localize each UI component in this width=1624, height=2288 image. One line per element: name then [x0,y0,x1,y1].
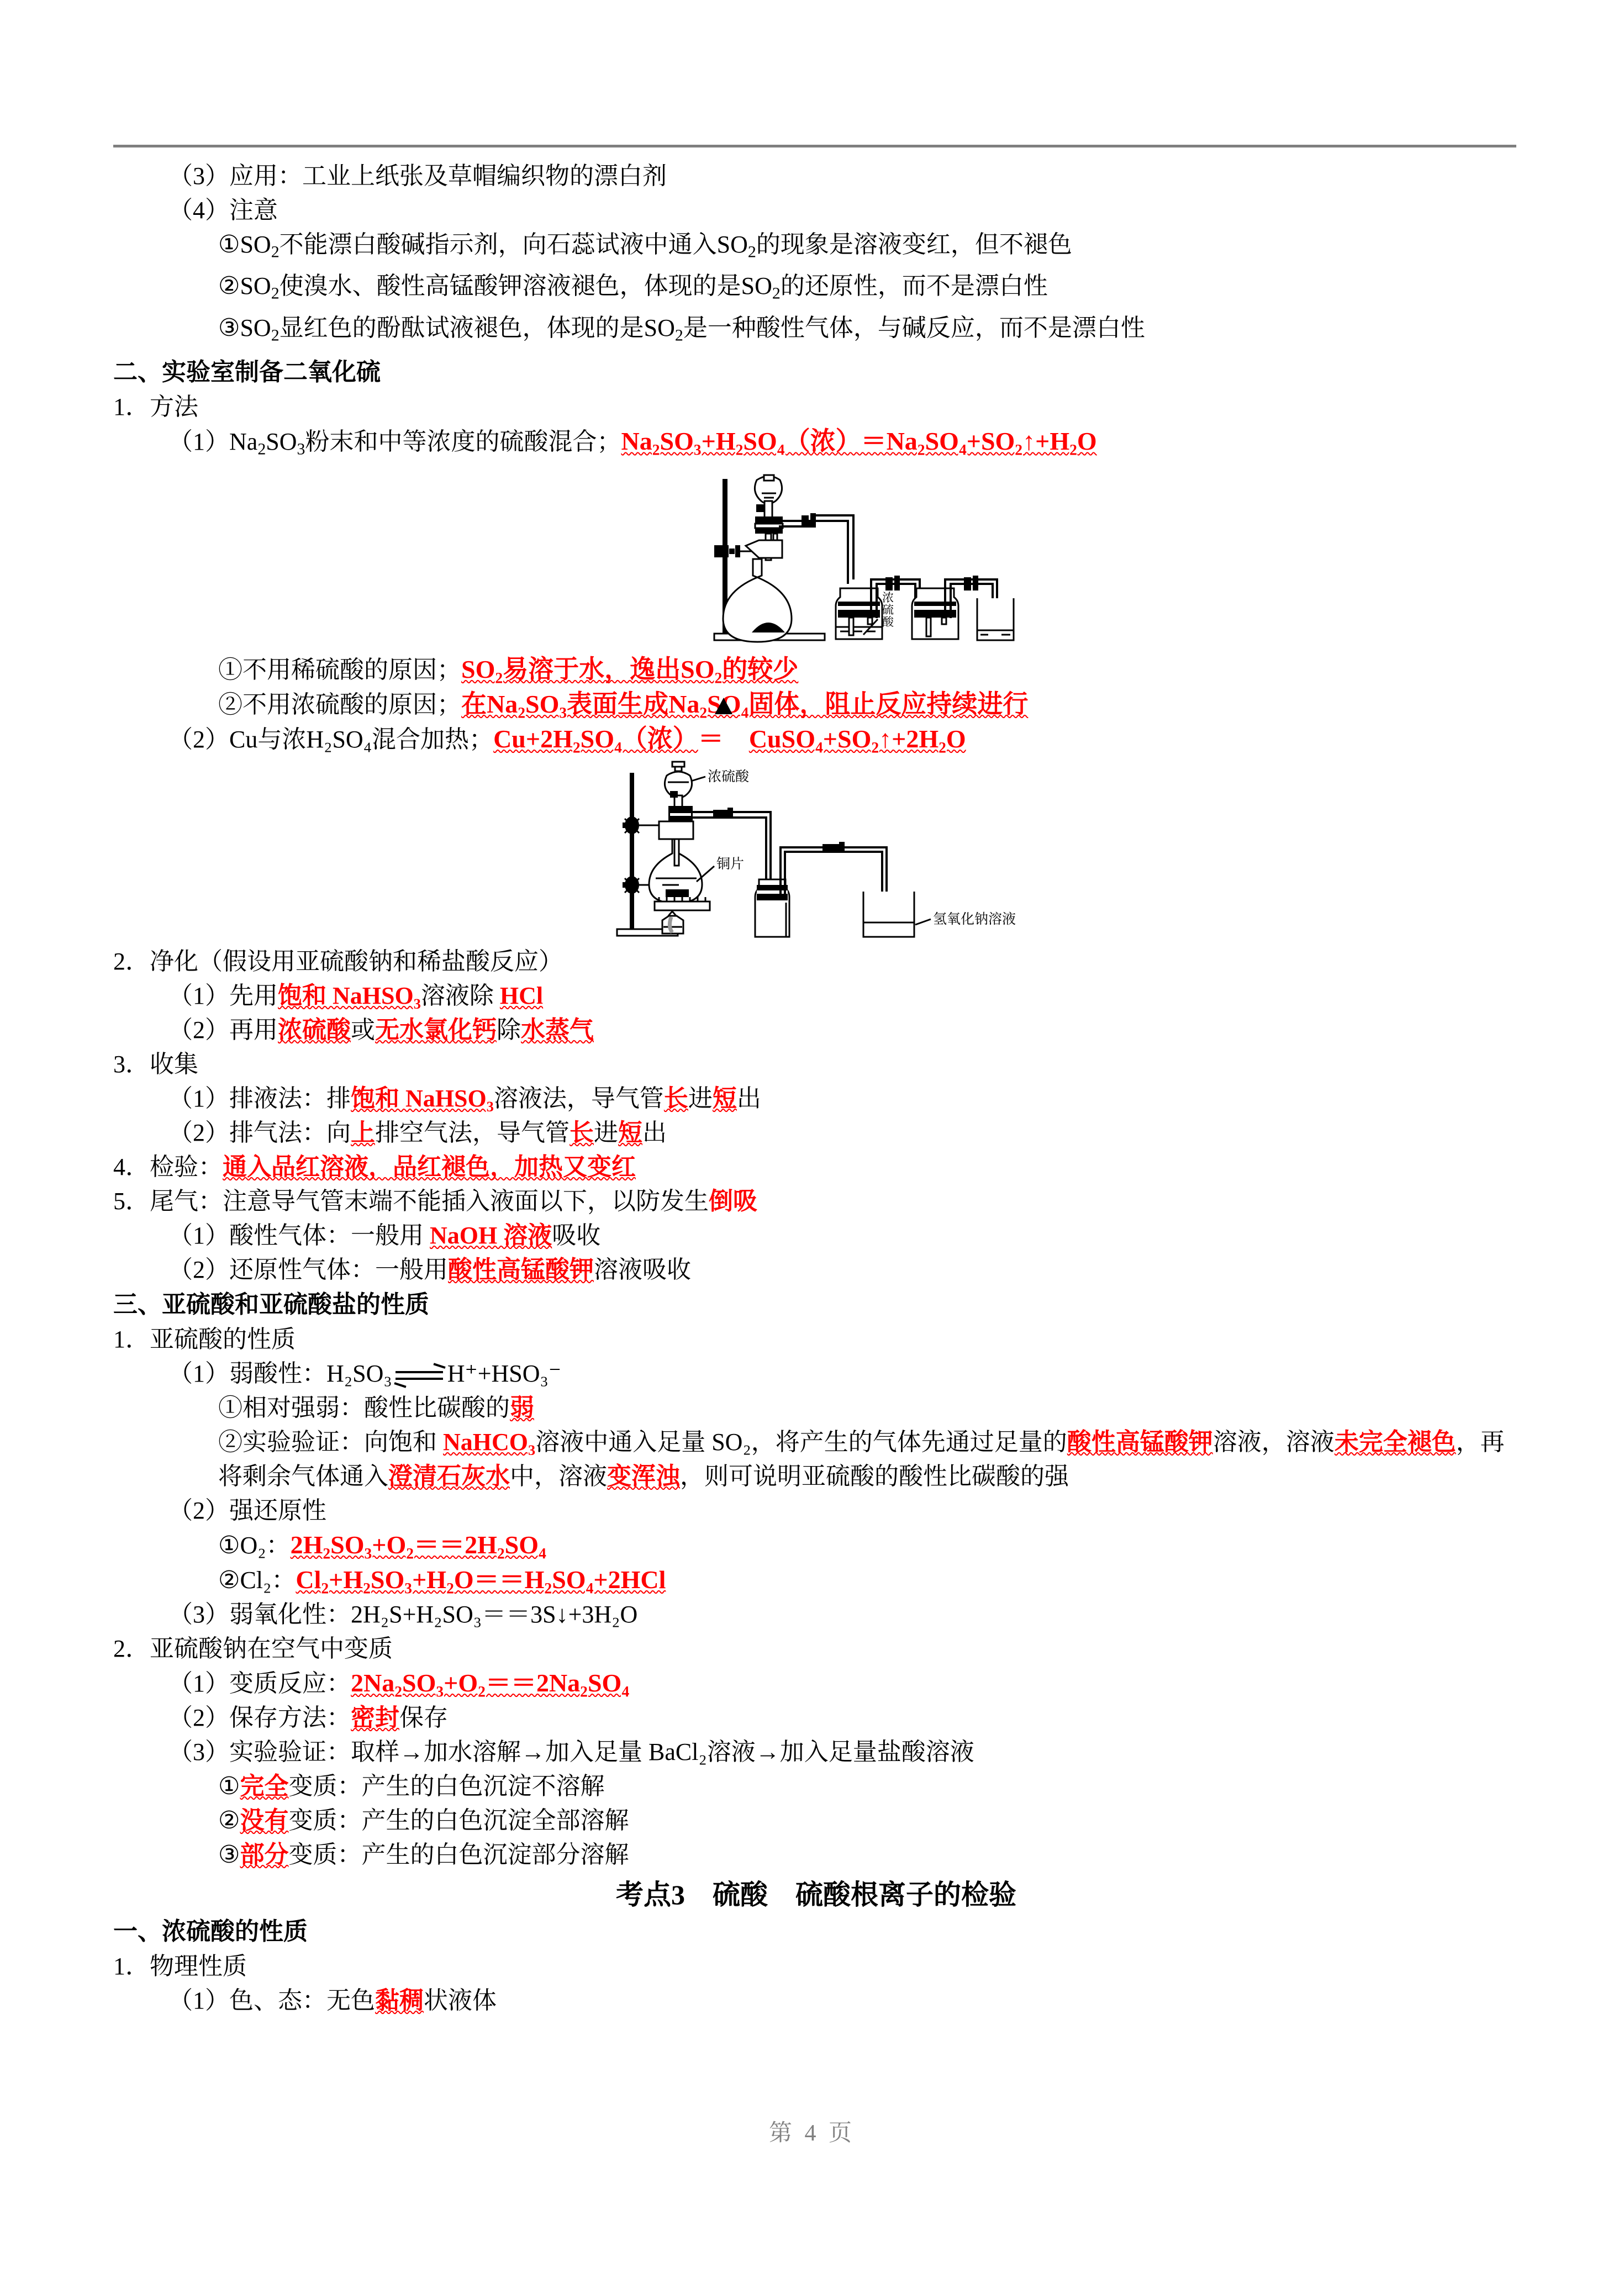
storage-pre: （2）保存方法： [168,1704,351,1731]
collect-2-red2: 长 [570,1119,594,1146]
item-4-pre: 4．检验： [113,1153,223,1180]
notice-2-mid: 使溴水、酸性高锰酸钾溶液褪色，体现的是SO [279,272,772,300]
reducing-o2 [113,1528,1519,1563]
exp-p3: 溶液，溶液 [1212,1428,1335,1456]
purify-1 [113,979,1519,1013]
section-2-item-1 [113,390,1519,424]
section-3-item-2-text: 2．亚硫酸钠在空气中变质 [113,1635,393,1662]
reducing-o2-eq: 2H₂SO₃+O₂＝＝2H₂SO₄ [290,1530,546,1559]
kaodian-3-item-1-text: 1．物理性质 [113,1952,247,1980]
apparatus-2-svg [588,759,1030,941]
purify-2-red1: 浓硫酸 [278,1016,351,1043]
kaodian-3-heading [113,1914,1519,1949]
item-5-pre: 5．尾气：注意导气管末端不能插入液面以下，以防发生 [113,1187,709,1215]
kaodian-3-title-text: 考点3 硫酸 硫酸根离子的检验 [616,1879,1016,1910]
collect-1-mid: 溶液法，导气管 [493,1084,664,1112]
reducing-label [113,1494,1519,1528]
section-2-item-2-text: 2．净化（假设用亚硫酸钠和稀盐酸反应） [113,947,563,975]
tail-2-end: 溶液吸收 [594,1256,691,1283]
collect-2-red1: 上 [351,1119,375,1146]
method-2-line [113,722,1519,757]
line-notice [113,193,1519,228]
storage-end: 保存 [399,1704,448,1731]
exp-red5: 变浑浊 [607,1462,680,1490]
weak-acid-sub-1-red: 弱 [510,1394,534,1421]
physical-1-red: 黏稠 [375,1986,424,2014]
svg-text:硫: 硫 [882,603,894,616]
verify-1-end: 变质：产生的白色沉淀不溶解 [288,1772,605,1800]
degrade-reaction-pre: （1）变质反应： [168,1669,351,1697]
purify-1-red2: HCl [499,982,544,1009]
kaodian-3-heading-text: 一、浓硫酸的性质 [113,1917,308,1945]
exp-red1: NaHCO₃ [443,1428,536,1456]
method-1-sub2: 3 [297,440,305,458]
collect-2-mid: 排空气法，导气管 [375,1119,570,1146]
note-a-black: ①不用稀硫酸的原因； [218,656,461,683]
storage-red: 密封 [351,1704,399,1731]
item-5-red: 倒吸 [709,1187,757,1215]
svg-text:酸: 酸 [882,615,894,629]
physical-1-end: 状液体 [424,1986,497,2014]
apparatus-figure-1 [644,473,1519,649]
heat-symbol: ＝ [698,722,749,757]
tail-gas-2 [113,1253,1519,1287]
document-body [113,159,1519,2018]
method-2-eq-right: CuSO₄+SO₂↑+2H₂O [748,724,966,753]
weak-acid-line [113,1357,1519,1391]
verify-item-1 [113,1769,1519,1804]
collect-1-pre: （1）排液法：排 [168,1084,351,1112]
section-3-item-1-text: 1．亚硫酸的性质 [113,1325,296,1353]
section-2-item-1-text: 1．方法 [113,393,198,421]
verify-3-end: 变质：产生的白色沉淀部分溶解 [288,1841,629,1868]
collect-2-pre: （2）排气法：向 [168,1119,351,1146]
line-apply [113,159,1519,193]
notice-2-sub2: 2 [772,284,781,303]
notice-3-end: 是一种酸性气体，与碱反应，而不是漂白性 [683,314,1145,341]
verify-text: （3）实验验证：取样→加水溶解→加入足量 BaCl₂溶液→加入足量盐酸溶液 [168,1738,974,1765]
verify-3-num: ③ [218,1841,240,1868]
exp-p6: ，则可说明亚硫酸的酸性比碳酸的强 [680,1462,1069,1490]
method-1-line [113,424,1519,466]
section-3-item-1 [113,1322,1519,1357]
notice-item-3 [113,311,1519,352]
method-2-label: （2）Cu与浓H₂SO₄混合加热； [168,725,494,753]
notice-item-2 [113,269,1519,310]
fig2-label-copper-sheet: 铜片 [716,856,745,872]
weak-acid-sub-1 [113,1391,1519,1425]
notice-2-end: 的还原性，而不是漂白性 [780,272,1048,300]
purify-1-red1: 饱和 NaHSO₃ [278,982,421,1009]
notice-1-end: 的现象是溶液变红，但不褪色 [756,231,1072,258]
weak-oxidizing-text: （3）弱氧化性：2H₂S+H₂SO₃＝＝3S↓+3H₂O [168,1600,638,1628]
verify-1-red: 完全 [240,1772,289,1800]
exp-p2: 溶液中通入足量 SO₂，将产生的气体先通过足量的 [535,1428,1067,1456]
weak-acid-post: H⁺+HSO₃⁻ [447,1359,562,1387]
section-2-item-5 [113,1184,1519,1219]
degrade-reaction [113,1666,1519,1701]
purify-2-mid2: 除 [497,1016,521,1043]
notice-2-sub: 2 [271,284,280,303]
kaodian-3-item-1 [113,1949,1519,1984]
fig2-label-naoh: 氢氧化钠溶液 [933,911,1016,927]
purify-2-mid: 或 [351,1016,375,1043]
physical-prop-1 [113,1984,1519,2018]
note-b-black: ②不用浓硫酸的原因； [218,690,461,718]
physical-1-pre: （1）色、态：无色 [168,1986,375,2014]
header-rule [113,145,1516,147]
notice-3-mid: 显红色的酚酞试液褪色，体现的是SO [279,314,675,341]
method-1-equation: Na₂SO₃+H₂SO₄（浓）＝Na₂SO₄+SO₂↑+H₂O [621,427,1097,456]
tail-1-pre: （1）酸性气体：一般用 [168,1221,430,1249]
verify-1-num: ① [218,1772,240,1800]
kaodian-3-title [113,1875,1519,1914]
section-3-item-2 [113,1632,1519,1666]
collect-1-red2: 长 [663,1084,688,1112]
note-a-red: SO₂易溶于水，逸出SO₂的较少 [461,655,799,683]
reducing-o2-pre: ①O₂： [218,1531,291,1559]
purify-2 [113,1013,1519,1047]
method-1-b: SO [266,428,297,456]
weak-oxidizing [113,1598,1519,1632]
verify-item-2 [113,1804,1519,1838]
tail-gas-1 [113,1219,1519,1253]
exp-p4: ，再将剩余气体通入 [218,1428,1505,1490]
exp-red4: 澄清石灰水 [388,1462,510,1490]
weak-acid-pre: （1）弱酸性：H₂SO₃ [168,1359,392,1387]
exp-p5: 中，溶液 [510,1462,607,1490]
tail-1-red: NaOH 溶液 [430,1221,552,1249]
purify-1-mid: 溶液除 [420,982,500,1009]
notice-1-sub: 2 [271,242,280,261]
note-a [113,652,1519,687]
notice-3-sub: 2 [271,326,280,345]
purify-1-pre: （1）先用 [168,982,278,1009]
weak-acid-sub-2 [113,1425,1519,1494]
method-1-c: 粉末和中等浓度的硫酸混合； [305,428,621,456]
purify-2-red2: 无水氯化钙 [375,1016,497,1043]
exp-red2: 酸性高锰酸钾 [1067,1428,1213,1456]
page-number-text: 第 4 页 [768,2121,855,2146]
collect-1-red1: 饱和 NaHSO₃ [351,1084,494,1112]
notice-2-pre: ②SO [218,272,271,300]
weak-acid-sub-1-pre: ①相对强弱：酸性比碳酸的 [218,1394,510,1421]
purify-2-red3: 水蒸气 [521,1016,594,1043]
apparatus-1-svg [644,473,1030,649]
fig1-label-concentrated-acid: 浓 [882,591,894,604]
exp-p1: ②实验验证：向饱和 [218,1428,443,1456]
apparatus-figure-2 [588,759,1519,941]
collect-1-red3: 短 [712,1084,737,1112]
item-4-red: 通入品红溶液，品红褪色，加热又变红 [223,1153,636,1180]
fig2-label-concentrated-acid: 浓硫酸 [708,768,750,784]
notice-text: （4）注意 [168,197,278,224]
note-b-red: 在Na₂SO₃表面生成Na₂SO₄固体，阻止反应持续进行 [461,689,1029,718]
notice-1-pre: ①SO [218,231,271,258]
verify-2-red: 没有 [240,1806,289,1834]
note-b [113,687,1519,722]
reducing-cl2-pre: ②Cl₂： [218,1566,296,1594]
purify-2-pre: （2）再用 [168,1016,278,1043]
section-2-item-2 [113,945,1519,979]
verify-2-num: ② [218,1806,240,1834]
section-2-item-3-text: 3．收集 [113,1050,198,1078]
notice-3-sub2: 2 [674,326,683,345]
equilibrium-arrow-icon [393,1366,446,1385]
verify-2-end: 变质：产生的白色沉淀全部溶解 [288,1806,629,1834]
method-2-eq-left: Cu+2H₂SO₄（浓） [493,724,698,753]
notice-3-pre: ③SO [218,314,271,341]
collect-2-mid2: 进 [594,1119,618,1146]
verify-3-red: 部分 [240,1841,289,1868]
tail-2-pre: （2）还原性气体：一般用 [168,1256,448,1283]
notice-1-mid: 不能漂白酸碱指示剂，向石蕊试液中通入SO [279,231,748,258]
apply-text: （3）应用：工业上纸张及草帽编织物的漂白剂 [168,162,667,189]
reducing-label-text: （2）强还原性 [168,1496,326,1524]
method-1-a: （1）Na [168,428,258,456]
section-2-item-3 [113,1047,1519,1082]
page-footer [0,2115,1624,2148]
section-2-heading [113,355,1519,390]
exp-red3: 未完全褪色 [1334,1428,1456,1456]
collect-2 [113,1116,1519,1150]
collect-2-red3: 短 [618,1119,642,1146]
tail-1-end: 吸收 [552,1221,601,1249]
verify-line [113,1735,1519,1769]
notice-item-1 [113,228,1519,269]
notice-1-sub2: 2 [747,242,756,261]
reducing-cl2 [113,1563,1519,1598]
degrade-reaction-eq: 2Na₂SO₃+O₂＝＝2Na₂SO₄ [351,1668,630,1697]
tail-2-red: 酸性高锰酸钾 [448,1256,594,1283]
storage-method [113,1701,1519,1735]
collect-1-end: 出 [736,1084,761,1112]
collect-1 [113,1082,1519,1116]
section-2-heading-text: 二、实验室制备二氧化硫 [113,359,381,386]
collect-2-end: 出 [642,1119,667,1146]
section-3-heading-text: 三、亚硫酸和亚硫酸盐的性质 [113,1290,429,1318]
collect-1-mid2: 进 [688,1084,713,1112]
method-1-sub1: 2 [257,440,266,458]
verify-item-3 [113,1838,1519,1872]
reducing-cl2-eq: Cl₂+H₂SO₃+H₂O＝＝H₂SO₄+2HCl [296,1565,666,1594]
section-2-item-4 [113,1150,1519,1184]
section-3-heading [113,1287,1519,1322]
